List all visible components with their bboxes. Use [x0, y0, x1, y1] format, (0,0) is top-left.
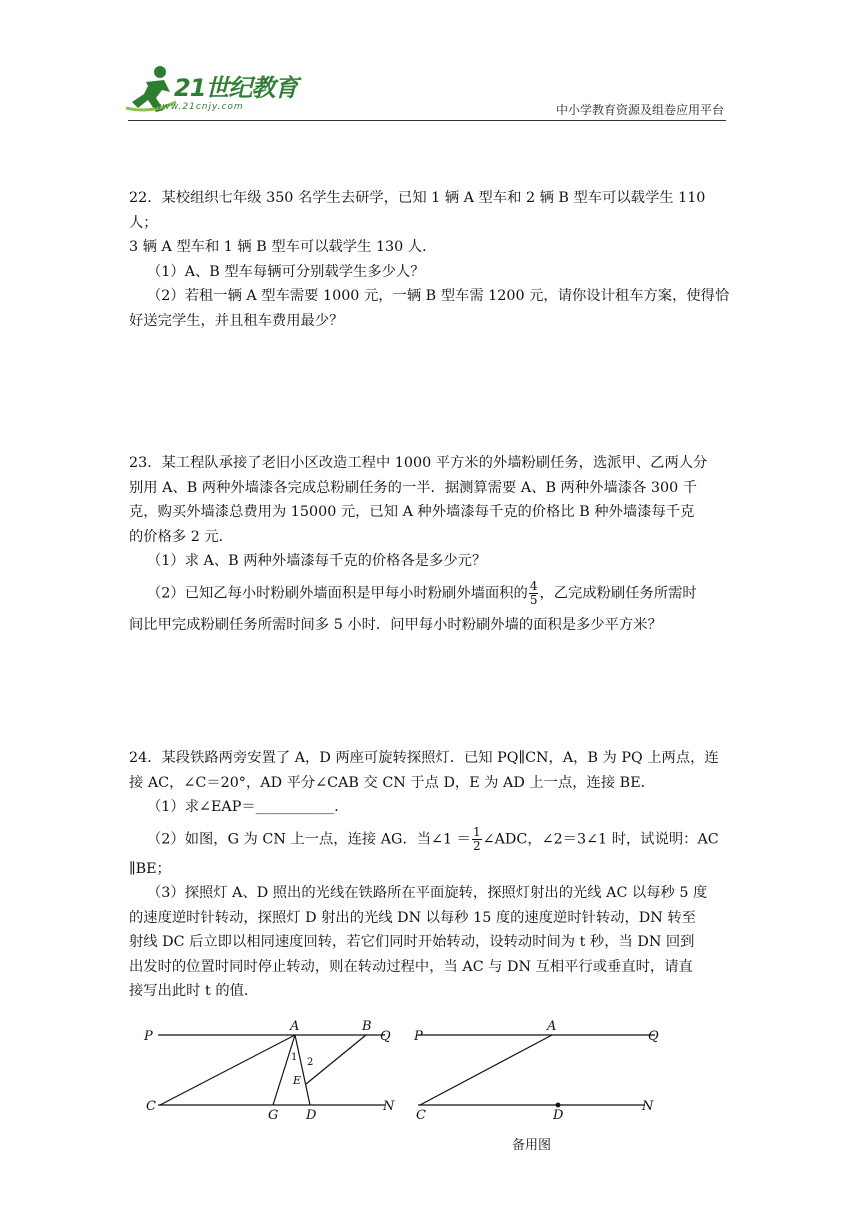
logo-url: www.21cnjy.com	[154, 102, 244, 112]
q24-fraction	[472, 826, 482, 853]
segment-ag	[273, 1035, 298, 1105]
spare-figure	[413, 1019, 659, 1123]
spare-point-d	[556, 1103, 561, 1108]
spare-label-n: N	[642, 1099, 654, 1114]
logo-text: 21世纪教育	[174, 74, 298, 102]
label-q: Q	[380, 1029, 391, 1044]
q24-stem-line2: 接 AC，∠C＝20°，AD 平分∠CAB 交 CN 于点 D，E 为 AD 上一点，连接 BE．	[129, 774, 655, 791]
spare-label-c: C	[416, 1108, 426, 1123]
label-e: E	[293, 1074, 302, 1087]
label-angle2: 2	[307, 1057, 314, 1068]
q22-stem-line1: 22．某校组织七年级 350 名学生去研学，已知 1 辆 A 型车和 2 辆 B 型车可以载学生 110 人；	[129, 190, 706, 231]
q24-part3-line2: 的速度逆时针转动，探照灯 D 射出的光线 DN 以每秒 15 度的速度逆时针转动，DN 转至	[129, 909, 696, 926]
q23-part2-line2: 间比甲完成粉刷任务所需时间多 5 小时．问甲每小时粉刷外墙的面积是多少平方米？	[129, 616, 662, 633]
q24-part2-a: （2）如图，G 为 CN 上一点，连接 AG．当∠1 ＝	[147, 831, 471, 847]
q24-part3-line4: 出发时的位置时同时停止转动，则在转动过程中，当 AC 与 DN 互相平行或垂直时，请直	[129, 958, 693, 975]
segment-ac	[160, 1035, 298, 1105]
spare-segment-ac	[420, 1035, 552, 1105]
label-c: C	[146, 1099, 156, 1114]
q24-part2-line2: ∥BE；	[129, 860, 171, 877]
label-g: G	[268, 1108, 279, 1123]
q23-stem-line4: 的价格多 2 元．	[129, 528, 233, 545]
q24-frac-den: 2	[472, 838, 481, 853]
q24-part1: （1）求∠EAP＝___________．	[147, 799, 349, 815]
q23-frac-num: 4	[529, 578, 538, 593]
q23-stem-line2: 别用 A、B 两种外墙漆各完成总粉刷任务的一半．据测算需要 A、B 两种外墙漆各 300 千	[129, 479, 698, 496]
q23-part2-a: （2）已知乙每小时粉刷外墙面积是甲每小时粉刷外墙面积的	[147, 585, 528, 601]
label-b: B	[362, 1019, 372, 1034]
q23-stem-line1: 23．某工程队承接了老旧小区改造工程中 1000 平方米的外墙粉刷任务，选派甲、乙两人分	[129, 455, 708, 471]
spare-label-d: D	[553, 1108, 564, 1123]
figure-svg	[140, 1015, 680, 1125]
q23-part2-b: ，乙完成粉刷任务所需时	[539, 585, 697, 601]
question-22	[129, 186, 734, 333]
site-tagline: 中小学教育资源及组卷应用平台	[555, 103, 724, 117]
q23-stem-line3: 克，购买外墙漆总费用为 15000 元，已知 A 种外墙漆每千克的价格比 B 种外墙漆每千克	[129, 504, 695, 520]
label-a: A	[290, 1019, 300, 1034]
q23-frac-den: 5	[529, 592, 538, 607]
segment-be	[306, 1035, 366, 1084]
q22-part2-line1: （2）若租一辆 A 型车需要 1000 元，一辆 B 型车需 1200 元，请你设计租车方案，使得恰	[147, 288, 730, 304]
segment-ad	[295, 1035, 310, 1105]
label-p: P	[144, 1029, 153, 1044]
q22-stem-line2: 3 辆 A 型车和 1 辆 B 型车可以载学生 130 人．	[129, 239, 437, 255]
q22-part2-line2: 好送完学生，并且租车费用最少？	[129, 312, 344, 329]
page-header	[0, 0, 860, 130]
site-logo	[120, 62, 300, 124]
spare-label-q: Q	[648, 1029, 659, 1044]
spare-label-a: A	[547, 1019, 557, 1034]
header-divider	[128, 120, 726, 121]
q23-fraction	[529, 580, 539, 607]
q24-part2-b: ∠ADC，∠2＝3∠1 时，试说明：AC	[482, 831, 719, 847]
q24-part3-line1: （3）探照灯 A、D 照出的光线在铁路所在平面旋转，探照灯射出的光线 AC 以每秒 5 度	[147, 885, 708, 901]
figure-caption: 备用图	[512, 1138, 552, 1153]
label-n: N	[383, 1099, 395, 1114]
q24-part2-line1	[129, 826, 734, 853]
q23-part1: （1）求 A、B 两种外墙漆每千克的价格各是多少元？	[147, 553, 487, 569]
label-angle1: 1	[291, 1052, 298, 1063]
q22-part1: （1）A、B 型车每辆可分别载学生多少人？	[147, 263, 425, 280]
label-d: D	[306, 1108, 317, 1123]
spare-label-p: P	[414, 1029, 423, 1044]
q24-frac-num: 1	[472, 824, 481, 839]
main-figure	[143, 1019, 395, 1123]
q24-stem-line1: 24．某段铁路两旁安置了 A，D 两座可旋转探照灯．已知 PQ∥CN，A，B 为 PQ 上两点，连	[129, 750, 719, 766]
question-23	[129, 451, 734, 637]
geometry-figures	[140, 1015, 680, 1155]
q24-part3-line5: 接写出此时 t 的值．	[129, 983, 259, 999]
q23-part2-line1	[129, 580, 734, 607]
q24-part3-line3: 射线 DC 后立即以相同速度回转，若它们同时开始转动，设转动时间为 t 秒，当 DN 回到	[129, 934, 695, 950]
question-24	[129, 746, 734, 1004]
